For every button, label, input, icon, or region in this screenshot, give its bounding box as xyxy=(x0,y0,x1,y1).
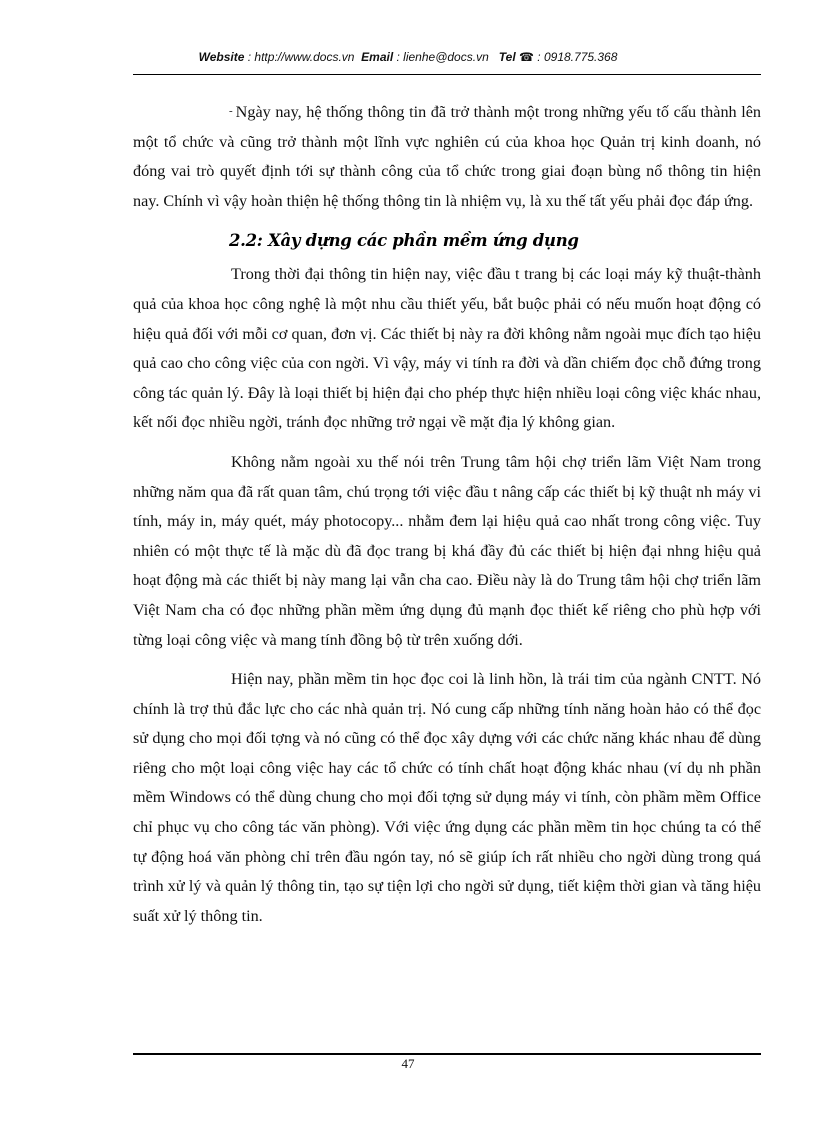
paragraph-2: Không nằm ngoài xu thế nói trên Trung tâm hội chợ triển lãm Việt Nam trong những năm qua đã rất quan tâm, chú trọng tới việc đầu t nâng cấp các thiết bị kỹ thuật nh máy vi tính, máy in, máy quét, máy photocopy... nhằm đem lại hiệu quả cao nhất trong công việc. Tuy nhiên có một thực tế là mặc dù đã đọc trang bị khá đầy đủ các thiết bị hiện đại nhng hiệu quả hoạt động mà các thiết bị này mang lại vẫn cha cao. Điều này là do Trung tâm hội chợ triển lãm Việt Nam cha có đọc những phần mềm ứng dụng đủ mạnh đọc thiết kế riêng cho phù hợp với từng loại công việc và mang tính đồng bộ từ trên xuống dới. xyxy=(133,452,761,649)
tel-value: 0918.775.368 xyxy=(543,50,618,64)
website-sep: : xyxy=(244,50,255,64)
paragraph-intro-text: Ngày nay, hệ thống thông tin đã trở thành một trong những yếu tố cấu thành lên một tổ chức và cũng trở thành một lĩnh vực nghiên cú của khoa học Quản trị kinh doanh, nó đóng vai trò quyết định tới sự thành công của tổ chức trong giai đoạn bùng nổ thông tin hiện nay. Chính vì vậy hoàn thiện hệ thống thông tin là nhiệm vụ, là xu thế tất yếu phải đọc đáp ứng. xyxy=(133,103,761,210)
header-divider xyxy=(133,74,761,75)
tel-label: Tel xyxy=(498,50,516,64)
paragraph-intro xyxy=(133,97,761,216)
email-label: Email xyxy=(361,50,394,64)
email-value[interactable]: lienhe@docs.vn xyxy=(403,50,489,64)
paragraph-1: Trong thời đại thông tin hiện nay, việc đầu t trang bị các loại máy kỹ thuật-thành quả của khoa học công nghệ là một nhu cầu thiết yếu, bắt buộc phải có nếu muốn hoạt động có hiệu quả đối với mỗi cơ quan, đơn vị. Các thiết bị này ra đời không nằm ngoài mục đích tạo hiệu quả cao cho công việc của con ngời. Vì vậy, máy vi tính ra đời và dần chiếm đọc chỗ đứng trong công tác quản lý. Đây là loại thiết bị hiện đại cho phép thực hiện nhiều loại công việc khác nhau, kết nối đọc nhiều ngời, tránh đọc những trở ngại về mặt địa lý không gian. xyxy=(133,265,761,432)
paragraph-3: Hiện nay, phần mềm tin học đọc coi là linh hồn, là trái tim của ngành CNTT. Nó chính là trợ thủ đắc lực cho các nhà quản trị. Nó cung cấp những tính năng hoàn hảo có thể đọc sử dụng cho mọi đối tợng và nó cũng có thể đọc xây dựng với các chức năng khác nhau để dùng riêng cho một loại công việc hay các tổ chức có tính chất hoạt động khác nhau (ví dụ nh phần mềm Windows có thể dùng chung cho mọi đối tợng sử dụng máy vi tính, còn phầm mềm Office chỉ phục vụ cho công tác văn phòng). Với việc ứng dụng các phần mềm tin học chúng ta có thể tự động hoá văn phòng chỉ trên đầu ngón tay, nó sẽ giúp ích rất nhiều cho ngời dùng trong quá trình xử lý và quản lý thông tin, tạo sự tiện lợi cho ngời sử dụng, tiết kiệm thời gian và tăng hiệu suất xử lý thông tin. xyxy=(133,670,761,925)
website-url[interactable]: http://www.docs.vn xyxy=(254,50,355,64)
footer-divider xyxy=(133,1053,761,1055)
phone-icon: ☎ xyxy=(519,50,534,64)
bullet-dash: - xyxy=(229,105,233,117)
tel-sep: : xyxy=(533,50,544,64)
email-sep: : xyxy=(393,50,404,64)
page-number: 47 xyxy=(401,1056,415,1071)
section-heading: 2.2: Xây dựng các phần mềm ứng dụng xyxy=(229,231,579,251)
document-body xyxy=(133,97,761,941)
website-label: Website xyxy=(198,50,245,64)
page-header xyxy=(0,50,816,64)
